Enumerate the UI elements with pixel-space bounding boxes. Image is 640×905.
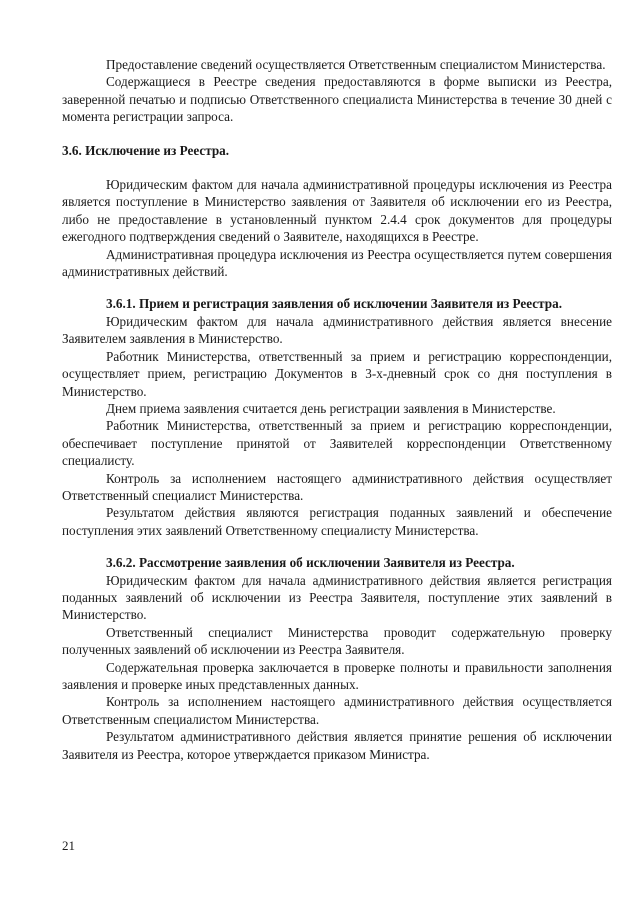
paragraph: Контроль за исполнением настоящего административного действия осуществляется Ответственным специалистом Министерства. bbox=[62, 694, 612, 727]
paragraph: Работник Министерства, ответственный за прием и регистрацию корреспонденции, обеспечивает поступление принятой от Заявителей корреспонденции Ответственному специалисту. bbox=[62, 418, 612, 469]
paragraph: Административная процедура исключения из Реестра осуществляется путем совершения административных действий. bbox=[62, 246, 612, 280]
paragraph: Содержащиеся в Реестре сведения предоставляются в форме выписки из Реестра, заверенной печатью и подписью Ответственного специалиста Министерства в течение 30 дней с момента регистрации запроса. bbox=[62, 74, 612, 125]
page-number: 21 bbox=[62, 838, 75, 853]
subsection-heading: 3.6.1. Прием и регистрация заявления об исключении Заявителя из Реестра. bbox=[106, 296, 562, 312]
section-heading: 3.6. Исключение из Реестра. bbox=[62, 142, 230, 158]
subsection-heading: 3.6.2. Рассмотрение заявления об исключении Заявителя из Реестра. bbox=[106, 555, 515, 571]
paragraph: Работник Министерства, ответственный за прием и регистрацию корреспонденции, осуществляет прием, регистрацию Документов в 3-х-дневный срок со дня поступления в Министерство. bbox=[62, 348, 612, 399]
paragraph: Контроль за исполнением настоящего административного действия осуществляет Ответственный специалист Министерства. bbox=[62, 470, 612, 503]
paragraph: Содержательная проверка заключается в проверке полноты и правильности заполнения заявления и проверке иных представленных данных. bbox=[62, 659, 612, 692]
paragraph: Юридическим фактом для начала административного действия является внесение Заявителем заявления в Министерство. bbox=[62, 313, 612, 347]
paragraph: Днем приема заявления считается день регистрации заявления в Министерстве. bbox=[106, 400, 556, 416]
paragraph: Предоставление сведений осуществляется Ответственным специалистом Министерства. bbox=[106, 57, 606, 72]
paragraph: Юридическим фактом для начала административной процедуры исключения из Реестра является поступление в Министерство заявления от Заявителя об исключении его из Реестра, либо не предоставление в установленный пунктом 2.4.4 срок документов для процедуры ежегодного подтверждения сведений о Заявителе, находящихся в Реестре. bbox=[62, 177, 612, 245]
paragraph: Результатом административного действия является принятие решения об исключении Заявителя из Реестра, которое утверждается приказом Министра. bbox=[62, 729, 612, 762]
paragraph: Ответственный специалист Министерства проводит содержательную проверку полученных заявлений об исключении из Реестра Заявителя. bbox=[62, 624, 612, 658]
document-page bbox=[62, 56, 612, 763]
paragraph: Юридическим фактом для начала административного действия является регистрация поданных заявлений об исключении из Реестра Заявителя, поступление этих заявлений в Министерство. bbox=[62, 572, 612, 623]
paragraph: Результатом действия являются регистрация поданных заявлений и обеспечение поступления этих заявлений Ответственному специалисту Министерства. bbox=[62, 505, 612, 538]
